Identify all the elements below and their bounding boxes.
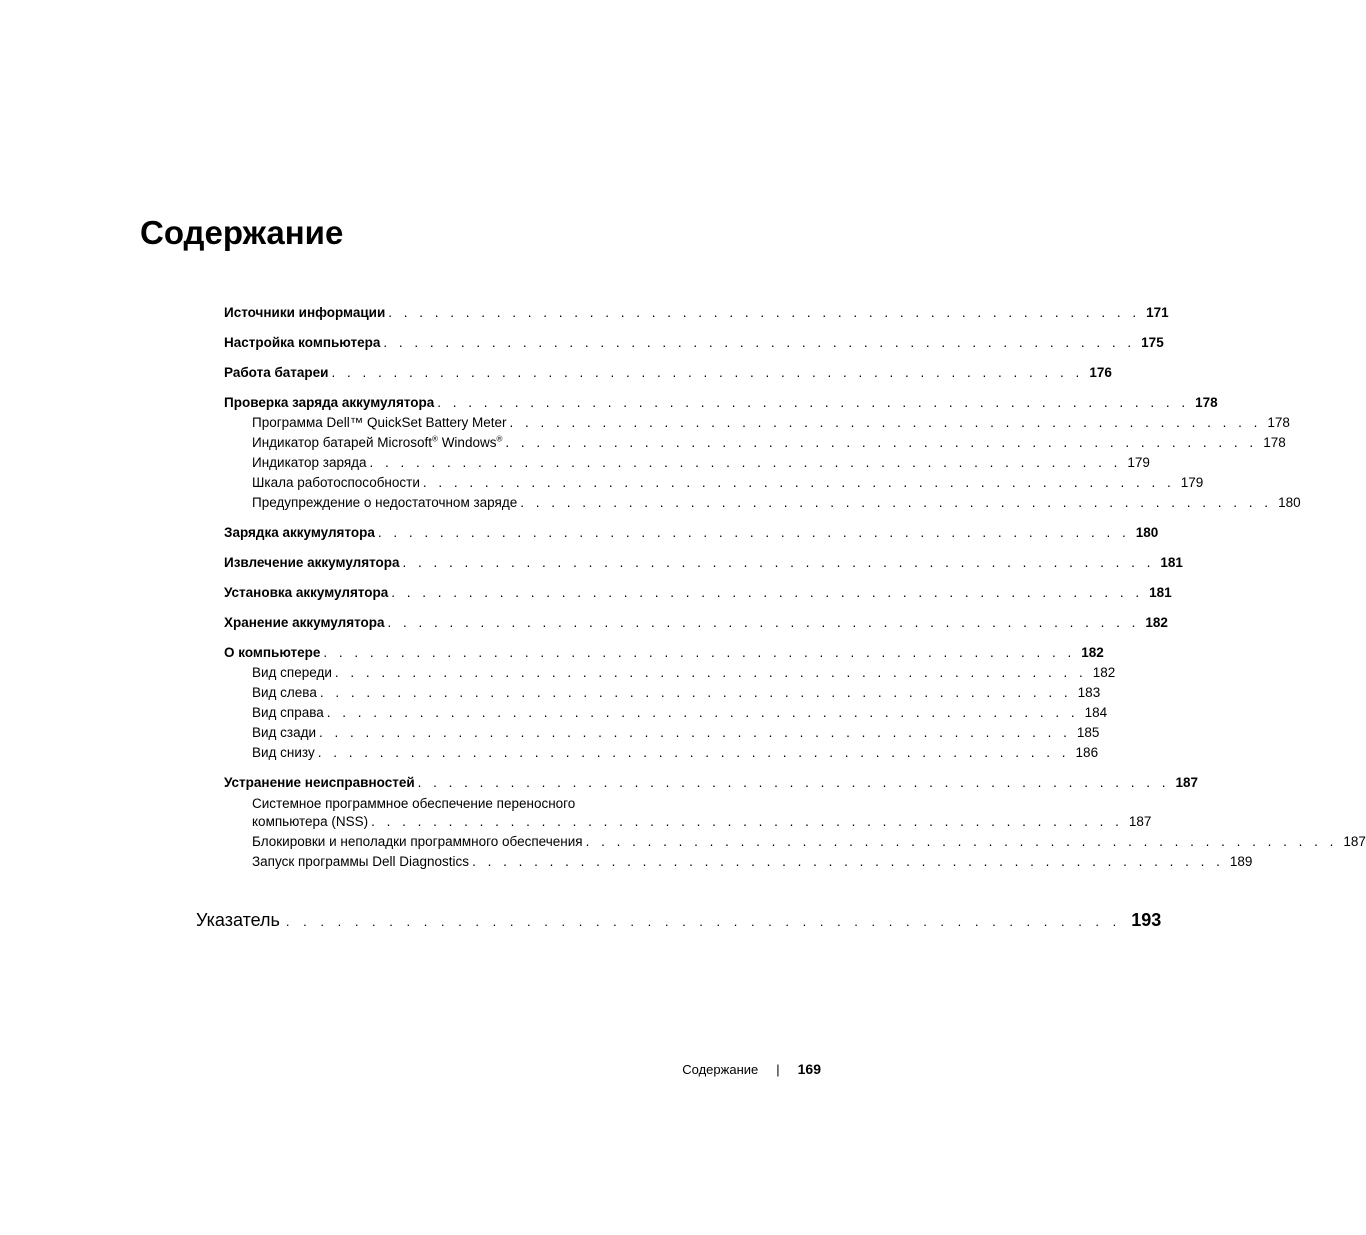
toc-entry-page: 179 <box>1127 455 1150 470</box>
toc-leader-dots: . . . . . . . . . . . . . . . . . . . . . . . . . . . . . . . . . . . . . . . . . . . . . . . . . <box>334 665 1087 680</box>
toc-leader-dots: . . . . . . . . . . . . . . . . . . . . . . . . . . . . . . . . . . . . . . . . . . . . . . . . . <box>472 854 1224 869</box>
toc-index-entry[interactable] <box>196 910 1162 931</box>
toc-entry-label: Предупреждение о недостаточном заряде <box>252 495 518 510</box>
toc-entry-page: 187 <box>1128 814 1152 829</box>
toc-subentry[interactable] <box>224 663 1116 683</box>
toc-entry-label: О компьютере <box>224 645 321 660</box>
footer-page-number: 169 <box>797 1061 821 1077</box>
toc-leader-dots: . . . . . . . . . . . . . . . . . . . . . . . . . . . . . . . . . . . . . . . . . . . . . . . . . <box>422 475 1175 490</box>
toc-subentry[interactable] <box>224 413 1290 433</box>
toc-subentry[interactable] <box>224 852 1253 872</box>
toc-leader-dots: . . . . . . . . . . . . . . . . . . . . . . . . . . . . . . . . . . . . . . . . . . . . . . . . . <box>383 335 1136 350</box>
page-title: Содержание <box>140 214 344 251</box>
toc-leader-dots: . . . . . . . . . . . . . . . . . . . . . . . . . . . . . . . . . . . . . . . . . . . . . . . . . <box>585 834 1338 849</box>
toc-subentry[interactable] <box>224 683 1101 703</box>
toc-entry[interactable] <box>224 393 1218 413</box>
toc-entry-label: Установка аккумулятора <box>224 585 389 600</box>
toc-entry-page: 187 <box>1343 834 1366 849</box>
toc-entry-page: 184 <box>1084 705 1108 720</box>
toc-subentry[interactable] <box>224 473 1204 493</box>
toc-entry-page: 189 <box>1229 854 1253 869</box>
toc-entry[interactable] <box>224 363 1112 383</box>
toc-entry-page: 178 <box>1267 415 1290 430</box>
toc-entry-label: Устранение неисправностей <box>224 775 415 790</box>
toc-entry-label: Блокировки и неполадки программного обеспечения <box>252 834 583 849</box>
toc-entry-label: Вид сзади <box>252 725 317 740</box>
toc-entry-page: 186 <box>1075 745 1099 760</box>
toc-entry[interactable] <box>224 333 1164 353</box>
toc-entry[interactable] <box>224 523 1159 543</box>
toc-entry-page: 183 <box>1077 685 1101 700</box>
toc-index-page: 193 <box>1131 910 1162 930</box>
toc-leader-dots: . . . . . . . . . . . . . . . . . . . . . . . . . . . . . . . . . . . . . . . . . . . . . . . . . <box>285 914 1122 929</box>
toc-entry-label: Запуск программы Dell Diagnostics <box>252 854 470 869</box>
toc-subentry[interactable] <box>224 723 1100 743</box>
toc-entry-page: 181 <box>1149 585 1172 600</box>
toc-entry-label: Настройка компьютера <box>224 335 381 350</box>
toc-entry[interactable] <box>224 553 1183 573</box>
toc-subentry[interactable] <box>224 453 1150 473</box>
toc-entry-page: 182 <box>1081 645 1104 660</box>
toc-entry-label: Индикатор батарей Microsoft® Windows® <box>252 434 503 450</box>
page-footer <box>682 1061 821 1077</box>
toc-entry[interactable] <box>224 773 1198 793</box>
toc-entry-page: 175 <box>1141 335 1164 350</box>
toc-entry-label: Вид справа <box>252 705 324 720</box>
table-of-contents <box>224 303 1366 872</box>
toc-leader-dots: . . . . . . . . . . . . . . . . . . . . . . . . . . . . . . . . . . . . . . . . . . . . . . . . . <box>371 814 1123 829</box>
toc-entry-page: 180 <box>1135 525 1159 540</box>
toc-leader-dots: . . . . . . . . . . . . . . . . . . . . . . . . . . . . . . . . . . . . . . . . . . . . . . . . . <box>520 495 1273 510</box>
toc-leader-dots: . . . . . . . . . . . . . . . . . . . . . . . . . . . . . . . . . . . . . . . . . . . . . . . . . <box>319 685 1072 700</box>
toc-entry-label: Хранение аккумулятора <box>224 615 385 630</box>
footer-section-title: Содержание <box>682 1062 759 1077</box>
toc-entry-page: 178 <box>1195 395 1218 410</box>
toc-leader-dots: . . . . . . . . . . . . . . . . . . . . . . . . . . . . . . . . . . . . . . . . . . . . . . . . . <box>326 705 1079 720</box>
toc-entry-page: 171 <box>1146 305 1169 320</box>
toc-subentry[interactable] <box>224 743 1099 763</box>
toc-subentry[interactable] <box>224 832 1366 852</box>
toc-entry[interactable] <box>224 583 1172 603</box>
toc-entry-label: Индикатор заряда <box>252 455 367 470</box>
toc-leader-dots: . . . . . . . . . . . . . . . . . . . . . . . . . . . . . . . . . . . . . . . . . . . . . . . . . <box>331 365 1084 380</box>
toc-entry-label: Программа Dell™ QuickSet Battery Meter <box>252 415 507 430</box>
toc-leader-dots: . . . . . . . . . . . . . . . . . . . . . . . . . . . . . . . . . . . . . . . . . . . . . . . . . <box>369 455 1122 470</box>
toc-entry-page: 176 <box>1089 365 1112 380</box>
toc-entry-page: 185 <box>1076 725 1100 740</box>
toc-entry-label: компьютера (NSS) <box>252 814 369 829</box>
toc-leader-dots: . . . . . . . . . . . . . . . . . . . . . . . . . . . . . . . . . . . . . . . . . . . . . . . . . <box>505 435 1258 450</box>
toc-entry-page: 178 <box>1263 435 1286 450</box>
toc-entry[interactable] <box>224 303 1169 323</box>
toc-leader-dots: . . . . . . . . . . . . . . . . . . . . . . . . . . . . . . . . . . . . . . . . . . . . . . . . . <box>387 615 1140 630</box>
toc-subentry[interactable] <box>224 493 1301 513</box>
toc-entry-label: Проверка заряда аккумулятора <box>224 395 435 410</box>
toc-entry-label: Вид снизу <box>252 745 315 760</box>
footer-separator: | <box>776 1062 780 1077</box>
toc-subentry[interactable] <box>224 703 1108 723</box>
toc-entry-page: 182 <box>1092 665 1116 680</box>
toc-entry-label: Зарядка аккумулятора <box>224 525 375 540</box>
toc-leader-dots: . . . . . . . . . . . . . . . . . . . . . . . . . . . . . . . . . . . . . . . . . . . . . . . . . <box>417 775 1170 790</box>
toc-entry-label: Вид спереди <box>252 665 332 680</box>
toc-entry-page: 179 <box>1180 475 1204 490</box>
toc-entry[interactable] <box>224 643 1104 663</box>
toc-entry-page: 180 <box>1278 495 1301 510</box>
toc-entry-page: 187 <box>1175 775 1198 790</box>
toc-leader-dots: . . . . . . . . . . . . . . . . . . . . . . . . . . . . . . . . . . . . . . . . . . . . . . . . . <box>388 305 1141 320</box>
toc-entry-label: Вид слева <box>252 685 317 700</box>
toc-entry-label: Шкала работоспособности <box>252 475 420 490</box>
toc-leader-dots: . . . . . . . . . . . . . . . . . . . . . . . . . . . . . . . . . . . . . . . . . . . . . . . . . <box>509 415 1262 430</box>
toc-subentry[interactable] <box>224 812 1152 832</box>
toc-leader-dots: . . . . . . . . . . . . . . . . . . . . . . . . . . . . . . . . . . . . . . . . . . . . . . . . . <box>319 725 1071 740</box>
toc-leader-dots: . . . . . . . . . . . . . . . . . . . . . . . . . . . . . . . . . . . . . . . . . . . . . . . . . <box>402 555 1155 570</box>
toc-subentry-line1: Системное программное обеспечение переносного <box>252 796 576 811</box>
toc-index-label: Указатель <box>196 910 280 930</box>
toc-entry-label: Работа батареи <box>224 365 329 380</box>
toc-entry-label: Источники информации <box>224 305 386 320</box>
toc-leader-dots: . . . . . . . . . . . . . . . . . . . . . . . . . . . . . . . . . . . . . . . . . . . . . . . . . <box>317 745 1070 760</box>
toc-subentry[interactable] <box>224 433 1286 453</box>
toc-leader-dots: . . . . . . . . . . . . . . . . . . . . . . . . . . . . . . . . . . . . . . . . . . . . . . . . . <box>391 585 1144 600</box>
toc-leader-dots: . . . . . . . . . . . . . . . . . . . . . . . . . . . . . . . . . . . . . . . . . . . . . . . . . <box>437 395 1190 410</box>
toc-entry-page: 182 <box>1145 615 1168 630</box>
toc-leader-dots: . . . . . . . . . . . . . . . . . . . . . . . . . . . . . . . . . . . . . . . . . . . . . . . . . <box>323 645 1076 660</box>
toc-entry-label: Извлечение аккумулятора <box>224 555 400 570</box>
toc-entry-page: 181 <box>1160 555 1183 570</box>
toc-entry[interactable] <box>224 613 1168 633</box>
toc-leader-dots: . . . . . . . . . . . . . . . . . . . . . . . . . . . . . . . . . . . . . . . . . . . . . . . . . <box>377 525 1130 540</box>
